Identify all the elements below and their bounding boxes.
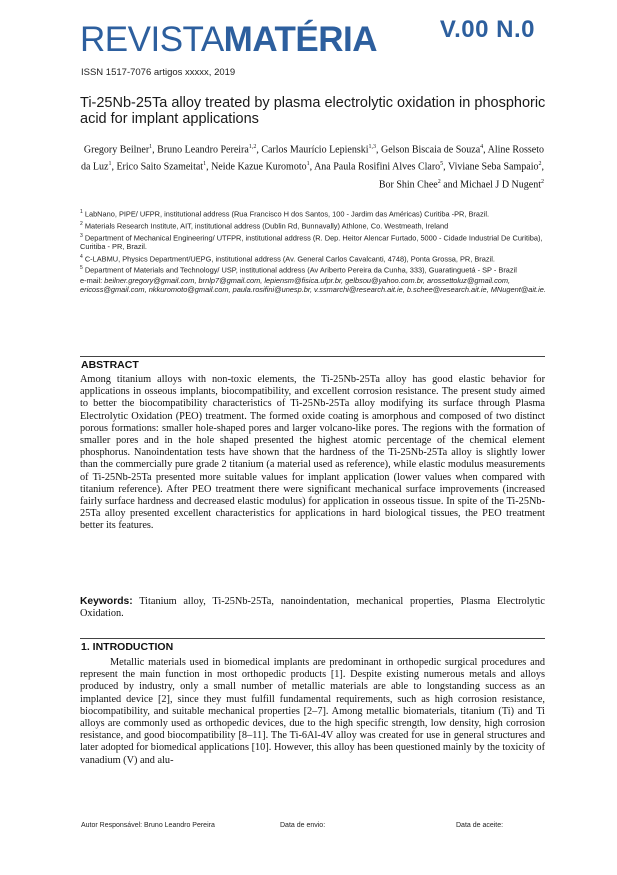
author-list: Gregory Beilner$^1$, Bruno Leandro Pereira$^{1,2}$, Carlos Maurício Lepienski$^{1,3}$, Gelson Biscaia de Souza$^4$, Aline Rosseto da Luz$^1$, Erico Saito Szameitat$^1$, Neide Kazue Kuromoto$^1$, Ana Paula Rosifini Alves Claro$^5$, Viviane Seba Sampaio$^2$, Bor Shin Chee$^2$ and Michael J D Nugent$^2$ — [80, 144, 544, 190]
author-name: Bruno Leandro Pereira — [157, 144, 249, 156]
author-name: Erico Saito Szameitat — [116, 161, 204, 173]
abstract-top-rule — [80, 356, 545, 357]
author-affiliation-marker: 1 — [203, 161, 207, 168]
author-affiliation-marker: 2 — [538, 161, 542, 168]
footer-sent-date: Data de envio: — [280, 822, 326, 829]
author-name: Gregory Beilner — [83, 144, 150, 156]
affiliation-text: Department of Mechanical Engineering/ UTFPR, institutional address (R. Dep. Heitor Alencar Furtado, 5000 - Cidade Industrial De Curitiba), Curitiba - PR, Brazil. — [80, 233, 543, 252]
author-name: Bor Shin Chee — [378, 178, 438, 190]
author-affiliation-marker: 1,2 — [248, 144, 257, 150]
author-affiliation-marker: 1 — [306, 161, 310, 168]
abstract-text: Among titanium alloys with non-toxic elements, the Ti-25Nb-25Ta alloy has good elastic behavior for applications in osseous implants, biocompatibility, and excellent corrosion resistance. The present study aimed to better the biocompatibility characteristics of Ti-25Nb-25Ta alloy modifying its surface through Plasma Electrolytic Oxidation (PEO) treatment. The formed oxide coating is amorphous and composed of two distinct porous formations: smaller hole-shaped pores and larger volcano-like pores. The regions with the formation of smaller pores and in the hole shaped presented the highest atomic percentage of the chemical element phosphorus. Nanoindentation tests have shown that the hardness of the Ti-25Nb-25Ta alloy is slightly lower than the commercially pure grade 2 titanium (a material used as reference), while elastic modulus measurements of Ti-25Nb-25Ta presented more suitable values for implant application (lower values when compared with titanium reference). After PEO treatment there were significant mechanical surface improvements (increased fairly surface hardness and decreased elastic modulus) for application in osseous tissue. In spite of the Ti-25Nb-25Ta alloy presented excellent characteristics for applications in hard biological tissues, the PEO treatment better its features. — [80, 374, 545, 532]
issn-line: ISSN 1517-7076 artigos xxxxx, 2019 — [81, 67, 236, 78]
author-conjunction: and — [443, 178, 458, 190]
author-name: Gelson Biscaia de Souza — [381, 144, 481, 156]
author-name: Michael J D Nugent — [460, 178, 541, 190]
author-affiliation-marker: 1 — [108, 161, 112, 168]
email-label: e-mail: — [80, 276, 103, 286]
affiliation-text: LabNano, PIPE/ UFPR, institutional address (Rua Francisco H dos Santos, 100 - Jardim das Américas) Curitiba -PR, Brazil. — [84, 209, 490, 219]
footer-accepted-date: Data de aceite: — [456, 822, 504, 829]
abstract-heading: ABSTRACT — [81, 359, 139, 371]
affiliation-item — [80, 232, 550, 252]
author-name: Aline Rosseto da Luz — [80, 144, 544, 173]
author-name: Ana Paula Rosifini Alves Claro — [314, 161, 441, 173]
journal-name-part1: REVISTA — [80, 20, 224, 59]
volume-number: V.00 N.0 — [439, 16, 535, 43]
affiliation-item — [80, 264, 550, 275]
author-name: Viviane Seba Sampaio — [448, 161, 539, 173]
affiliation-text: Materials Research Institute, AIT, institutional address (Dublin Rd, Bunnavally) Athlone, Co. Westmeath, Ireland — [84, 221, 449, 231]
journal-name-part2: MATÉRIA — [223, 20, 378, 59]
author-affiliation-marker: 2 — [541, 178, 544, 185]
journal-logo — [80, 20, 377, 64]
author-affiliation-marker: 2 — [437, 178, 441, 185]
introduction-heading: 1. INTRODUCTION — [81, 641, 174, 653]
keywords-block — [80, 596, 545, 620]
introduction-body: Metallic materials used in biomedical implants are predominant in orthopedic surgical procedures and represent the main function in most orthopedic products [1]. Despite existing numerous metals and alloys produced by industry, only a small number of metallic materials are able to longstanding success as an implanted device [2], since they must fulfill fundamental requirements, such as high corrosion resistance, biocompatibility, and suitable mechanical properties [2–7]. Among metallic biomaterials, titanium (Ti) and Ti alloys are commonly used as orthopedic devices, due to the high specific strength, low density, high corrosion resistance, and good biocompatibility [8–11]. The Ti-6Al-4V alloy was created for use in general structures and later adopted for biomedical applications [10]. However, this alloy has been questioned mainly by the toxicity of vanadium (V) and alu- — [80, 657, 545, 766]
affiliation-list — [80, 208, 550, 296]
affiliation-item — [80, 208, 550, 219]
keywords-text: Titanium alloy, Ti-25Nb-25Ta, nanoindentation, mechanical properties, Plasma Electrolytic Oxidation. — [80, 596, 545, 620]
email-block — [80, 276, 550, 295]
footer-author: Autor Responsável: Bruno Leandro Pereira — [81, 822, 215, 829]
paper-title: Ti-25Nb-25Ta alloy treated by plasma electrolytic oxidation in phosphoric acid for implant applications — [80, 95, 546, 127]
email-addresses: beilner.gregory@gmail.com, brnlp7@gmail.com, lepiensm@fisica.ufpr.br, gelbsou@yahoo.com.br, arossettoluz@gmail.com, ericoss@gmail.com, nkkuromoto@gmail.com, paula.rosifini@unesp.br, v.ssmarchi@research.ait.ie, b.schee@research.ait.ie, MNugent@ait.ie. — [80, 276, 546, 295]
affiliation-item — [80, 220, 550, 231]
affiliation-marker: 4 — [80, 253, 83, 260]
affiliation-marker: 5 — [80, 265, 83, 272]
affiliation-marker: 3 — [80, 232, 83, 239]
keywords-label: Keywords: — [80, 596, 133, 607]
author-name: Neide Kazue Kuromoto — [211, 161, 307, 173]
affiliation-marker: 2 — [80, 220, 83, 227]
author-affiliation-marker: 5 — [440, 161, 444, 168]
affiliations — [80, 208, 550, 275]
abstract-body — [80, 374, 545, 533]
author-affiliation-marker: 4 — [480, 144, 484, 150]
author-name: Carlos Maurício Lepienski — [261, 144, 369, 156]
affiliation-item — [80, 253, 550, 264]
introduction-top-rule — [80, 638, 545, 639]
author-affiliation-marker: 1 — [149, 144, 153, 150]
affiliation-marker: 1 — [80, 209, 83, 215]
affiliation-text: C-LABMU, Physics Department/UEPG, institutional address (Av. General Carlos Cavalcanti, 4748), Ponta Grossa, PR, Brazil. — [84, 254, 495, 264]
affiliation-text: Department of Materials and Technology/ USP, institutional address (Av Ariberto Pereira da Cunha, 333), Guaratinguetá - SP - Brazil — [84, 265, 517, 275]
author-affiliation-marker: 1,3 — [368, 144, 377, 150]
